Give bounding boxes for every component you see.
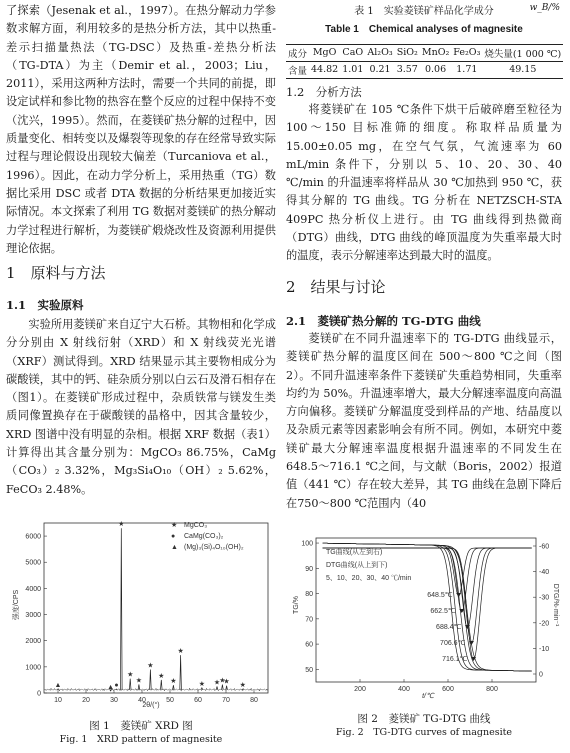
dtg-peak-label: 662.5℃ xyxy=(430,608,456,615)
figure-1-caption-en: Fig. 1 XRD pattern of magnesite xyxy=(59,734,223,745)
tg-legend xyxy=(326,547,411,582)
table-row xyxy=(286,61,563,78)
tg-ytick-label: 90 xyxy=(305,565,313,573)
legend-label-dolomite: CaMg(CO₃)₂ xyxy=(184,533,224,540)
dtg-peak-marker xyxy=(456,593,461,597)
xrd-xtick-label: 70 xyxy=(222,697,230,704)
xrd-peak xyxy=(129,679,131,690)
legend-tg: TG曲线(从左到右) xyxy=(326,549,383,556)
xrd-peak xyxy=(201,688,203,690)
table-cell: 44.82 xyxy=(311,64,339,76)
dtg-ytick-label: -60 xyxy=(539,543,550,551)
xrd-peak-marker: ★ xyxy=(223,678,230,686)
section11-heading: 1.1 实验原料 xyxy=(6,298,84,312)
material-paragraph: 实验所用菱镁矿来自辽宁大石桥。其物相和化学成分分别由 X 射线衍射（XRD）和 X 射线荧光光谱（XRF）测试得到。XRD 结果显示其主要物相成分为碳酸镁，其中的钙、硅杂质分别以白云石及滑石相存在（图1）。在菱镁矿形成过程中，杂质铁常与镁发生类质同像置换存在于碳酸镁的晶格中，因其含量较少，XRD 图谱中没有明显的杂相。根据 XRF 数据（表1）计算得出其含量分别为：MgCO₃ 86.75%，CaMg（CO₃）₂ 3.32%，Mg₃Si₄O₁₀（OH）₂ 5.62%，FeCO₃ 2.48%。 xyxy=(6,318,276,496)
dtg-ytick-label: -40 xyxy=(539,569,550,577)
table-header-cell: Al₂O₃ xyxy=(367,47,393,59)
xrd-chart xyxy=(6,515,276,710)
xrd-xtick-label: 30 xyxy=(110,697,118,704)
table-header-cell: MgO xyxy=(312,47,337,59)
xrd-ytick-label: 0 xyxy=(37,690,41,698)
tg-xtick-label: 800 xyxy=(486,686,498,693)
dtg-curve xyxy=(323,548,532,628)
xrd-peak-marker: ★ xyxy=(135,677,143,685)
xrd-xlabel: 2θ/(°) xyxy=(142,702,160,709)
tg-ytick-label: 60 xyxy=(305,641,313,649)
xrd-peak-marker: ★ xyxy=(198,680,206,688)
dtg-ytick-label: 0 xyxy=(539,671,543,679)
xrd-peak-marker: ★ xyxy=(158,672,165,680)
dtg-peak-label: 648.5℃ xyxy=(427,592,453,599)
table-1 xyxy=(286,44,563,79)
xrd-peak xyxy=(242,689,244,690)
section21-heading: 2.1 菱镁矿热分解的 TG-DTG 曲线 xyxy=(286,314,481,328)
tg-ytick-label: 80 xyxy=(305,591,313,599)
xrd-peak-marker: ★ xyxy=(177,648,184,656)
xrd-peak-marker: ★ xyxy=(147,662,154,670)
legend-label-mgco3: MgCO₃ xyxy=(184,522,208,529)
dtg-peak-label: 716.1℃ xyxy=(442,656,468,663)
tg-xtick-label: 600 xyxy=(442,686,454,693)
xrd-xtick-label: 10 xyxy=(54,697,62,704)
tg-ylabel-left: TG/% xyxy=(293,596,300,614)
table-header-cell: 烧失量(1 000 ℃) xyxy=(484,48,562,60)
table-cell: 0.21 xyxy=(369,64,391,76)
xrd-legend xyxy=(171,521,244,551)
tg-xtick-label: 200 xyxy=(354,686,366,693)
xrd-xtick-label: 80 xyxy=(250,697,258,704)
dtg-peak-label: 688.4℃ xyxy=(436,624,462,631)
table-1-unit: w_B/% xyxy=(529,3,560,13)
tg-ytick-label: 100 xyxy=(301,540,313,548)
table-1-block xyxy=(286,3,562,79)
dtg-peak-label: 706.6℃ xyxy=(440,640,466,647)
xrd-peak-marker: ★ xyxy=(127,671,134,679)
figure-2-caption-en: Fig. 2 TG-DTG curves of magnesite xyxy=(335,727,513,738)
xrd-xtick-label: 20 xyxy=(82,697,90,704)
tg-ytick-label: 70 xyxy=(305,616,313,624)
section2-heading: 2 结果与讨论 xyxy=(286,278,386,296)
xrd-ylabel: 强度/CPS xyxy=(13,589,20,621)
legend-star-symbol: ★ xyxy=(171,522,178,529)
xrd-xtick-label: 50 xyxy=(166,697,174,704)
table-header-cell: Fe₂O₃ xyxy=(453,47,481,59)
table-cell: 0.06 xyxy=(424,64,447,76)
dtg-ytick-label: -20 xyxy=(539,620,550,628)
xrd-peak-marker: ▲ xyxy=(107,683,115,691)
tg-ytick-label: 50 xyxy=(305,666,313,674)
table-header-cell: SiO₂ xyxy=(396,47,418,59)
xrd-xtick-label: 40 xyxy=(138,697,146,704)
xrd-peak-marker: ★ xyxy=(213,679,221,687)
section12-heading: 1.2 分析方法 xyxy=(286,85,362,99)
xrd-ytick-label: 3000 xyxy=(25,612,41,620)
xrd-baseline xyxy=(44,688,268,691)
figure-1-caption-cn: 图 1 菱镁矿 XRD 图 xyxy=(89,720,193,732)
figure-2 xyxy=(286,530,562,740)
table-cell: 含量 xyxy=(288,65,308,77)
results-paragraph: 菱镁矿在不同升温速率下的 TG-DTG 曲线显示，菱镁矿热分解的温度区间在 500～800 ℃之间（图2）。不同升温速率条件下菱镁矿失重趋势相同，失重率均约为 50%。升温速率增大，最大分解速率温度向高温方向偏移。菱镁矿分解温度受到样品的产地、结晶度以及杂质元素等因素影响会有所不同。例如，本研究中菱镁矿最大分解速率温度根据升温速率的不同发生在 648.5～716.1 ℃之间，与文献（Boris，2002）报道值（441 ℃）存在较大差异，其 TG 曲线在急剧下降后在750～800 ℃范围内（40 xyxy=(286,332,562,510)
xrd-xtick-label: 60 xyxy=(194,697,202,704)
xrd-ytick-label: 4000 xyxy=(25,585,41,593)
xrd-peak xyxy=(161,680,163,690)
section1-heading: 1 原料与方法 xyxy=(6,264,106,282)
xrd-peak-marker: ● xyxy=(114,682,119,690)
legend-dtg: DTG曲线(从上到下) xyxy=(326,562,388,569)
legend-rates: 5、10、20、30、40 ℃/min xyxy=(326,575,412,582)
table-header-row xyxy=(286,44,563,61)
xrd-ytick-label: 5000 xyxy=(25,559,41,567)
xrd-peak xyxy=(180,655,182,690)
xrd-peak xyxy=(121,528,123,689)
legend-triangle-symbol: ▲ xyxy=(171,544,178,551)
method-paragraph: 将菱镁矿在 105 ℃条件下烘干后破碎磨至粒径为 100～150 目标准筛的细度。称取样品质量为 15.00±0.05 mg，在空气气氛，气流速率为 60 mL/min 条件下，分别以 5、10、20、30、40 ℃/min 的升温速率将样品从 30 ℃加热到 950 ℃，获得其分解的 TG 曲线。TG 分析在 NETZSCH-STA 409PC 热分析仪上进行。由 TG 曲线得到热微商（DTG）曲线，DTG 曲线的峰顶温度为失重率最大时的温度，表示分解速率达到最大时的温度。 xyxy=(286,103,562,263)
table-1-caption-en: Table 1 Chemical analyses of magnesite xyxy=(325,24,523,36)
figure-1 xyxy=(6,515,276,747)
table-cell: 1.01 xyxy=(342,64,364,76)
table-cell: 49.15 xyxy=(509,64,537,76)
dtg-ytick-label: -10 xyxy=(539,645,550,653)
intro-paragraph: 了探索（Jesenak et al.，1997）。在热分解动力学参数求解方面，利用较多的是热分析方法，其中以热重-差示扫描量热法（TG-DSC）及热重-差热分析法（TG-DTA）为主（Demir et al.，2003；Liu，2011），采用这两种方法时，需要一个共同的前提，即设定试样和参比物的热容在整个反应的过程中保持不变（沈兴，1995）。然而，在菱镁矿热分解的过程中，因质量变化、相转变以及爆裂等现象的存在经常导致实际过程与理论假设出现较大偏差（Turcaniova et al.，1996）。因此，在动力学分析上，采用热重（TG）数据比采用 DSC 或者 DTA 数据的分析结果更加接近实际情况。本文探索了利用 TG 数据对菱镁矿的热分解动力学过程进行解析，为菱镁矿煅烧改性及资源利用提供理论依据。 xyxy=(6,4,276,255)
xrd-ytick-label: 1000 xyxy=(25,664,41,672)
xrd-peak-marker: ★ xyxy=(118,521,125,529)
tg-dtg-chart xyxy=(286,530,562,700)
tg-xlabel: t/℃ xyxy=(422,693,434,700)
tg-ylabel-right: DTG/%·min⁻¹ xyxy=(552,583,559,627)
dtg-ytick-label: -30 xyxy=(539,594,550,602)
xrd-peak-marker: ★ xyxy=(239,682,246,690)
table-1-caption-cn: 表 1 实验菱镁矿样品化学成分 xyxy=(354,6,494,17)
table-header-cell: CaO xyxy=(342,47,364,59)
xrd-ytick-label: 2000 xyxy=(25,638,41,646)
xrd-peak-marker: ★ xyxy=(170,678,177,686)
xrd-peak xyxy=(173,685,175,689)
tg-xtick-label: 400 xyxy=(398,686,410,693)
legend-label-talc: (Mg)₃(Si)₄O₁₀(OH)₂ xyxy=(184,544,244,551)
table-cell: 1.71 xyxy=(456,64,478,76)
xrd-peak-marker: ★ xyxy=(219,677,226,685)
table-header-cell: MnO₂ xyxy=(421,47,450,59)
tg-frame xyxy=(316,538,536,682)
figure-2-caption-cn: 图 2 菱镁矿 TG-DTG 曲线 xyxy=(357,713,491,725)
xrd-peak xyxy=(150,670,152,690)
xrd-peak-marker: ▲ xyxy=(54,682,62,690)
table-cell: 3.57 xyxy=(396,64,418,76)
table-header-cell: 成分 xyxy=(288,48,308,60)
legend-circle-symbol: ● xyxy=(171,533,176,540)
xrd-ytick-label: 6000 xyxy=(25,533,41,541)
